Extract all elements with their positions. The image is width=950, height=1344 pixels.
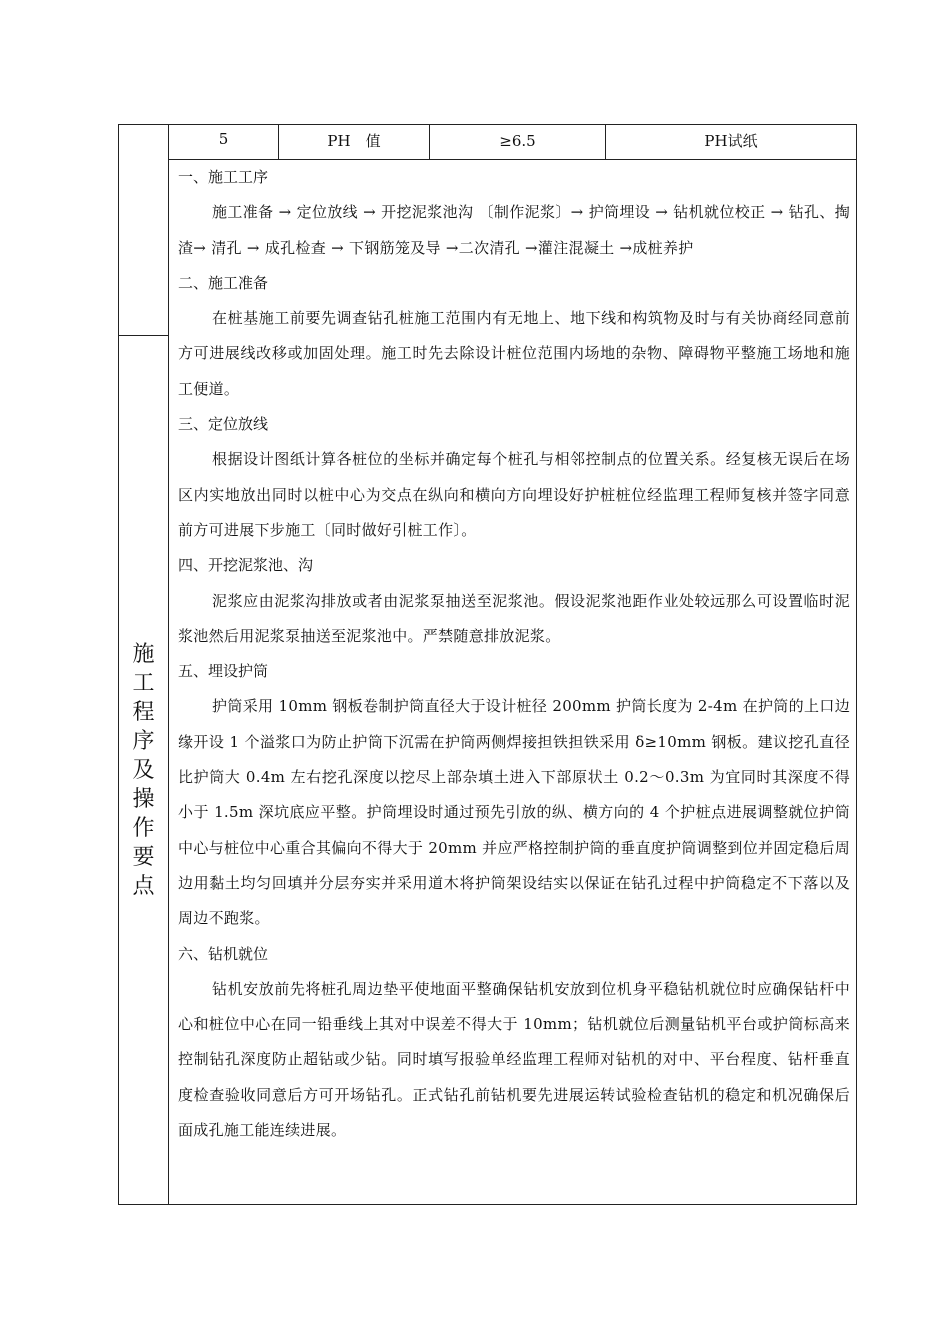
section-body-4: 泥浆应由泥浆沟排放或者由泥浆泵抽送至泥浆池。假设泥浆池距作业处较远那么可设置临时泥浆池然后用泥浆泵抽送至泥浆池中。严禁随意排放泥浆。 [178,591,850,645]
section-heading-4: 四、开挖泥浆池、沟 [178,556,314,575]
section-body-6: 钻机安放前先将桩孔周边垫平使地面平整确保钻机安放到位机身平稳钻机就位时应确保钻杆中心和桩位中心在同一铅垂线上其对中误差不得大于 10mm；钻机就位后测量钻机平台或护筒标高来控制钻孔深度防止超钻或少钻。同时填写报验单经监理工程师对钻机的对中、平台程度、钻杆垂直度检查验收同意后方可开场钻孔。正式钻孔前钻机要先进展运转试验检查钻机的稳定和机况确保后面成孔施工能连续进展。 [178,979,850,1140]
section-heading-5: 五、埋设护筒 [178,662,269,681]
section-heading-6: 六、钻机就位 [178,944,269,963]
row-number: 5 [218,130,229,148]
row-item: PH 值 [327,132,381,150]
section-body-1: 施工准备 → 定位放线 → 开挖泥浆池沟 〔制作泥浆〕→ 护筒埋设 → 钻机就位校正 → 钻孔、掏渣→ 清孔 → 成孔检查 → 下钢筋笼及导 →二次清孔 →灌注混凝土 →成桩养护 [178,203,850,257]
section-heading-2: 二、施工准备 [178,273,269,292]
side-label: 施工程序及操作要点 [132,642,155,899]
section-heading-1: 一、施工工序 [178,168,269,186]
section-body-3: 根据设计图纸计算各桩位的坐标并确定每个桩孔与相邻控制点的位置关系。经复核无误后在场区内实地放出同时以桩中心为交点在纵向和横向方向埋设好护桩桩位经监理工程师复核并签字同意前方可进展下步施工〔同时做好引桩工作〕。 [178,450,850,539]
section-heading-3: 三、定位放线 [178,415,269,434]
row-value: ≥6.5 [499,132,536,150]
content-area [178,160,850,1148]
section-body-2: 在桩基施工前要先调查钻孔桩施工范围内有无地上、地下线和构筑物及时与有关协商经同意前方可进展线改移或加固处理。施工时先去除设计桩位范围内场地的杂物、障碍物平整施工场地和施工便道。 [178,309,850,398]
row-method: PH试纸 [704,132,758,150]
section-body-5: 护筒采用 10mm 钢板卷制护筒直径大于设计桩径 200mm 护筒长度为 2-4m 在护筒的上口边缘开设 1 个溢浆口为防止护筒下沉需在护筒两侧焊接担铁担铁采用 δ≥10mm 钢板。建议挖孔直径比护筒大 0.4m 左右挖孔深度以挖尽上部杂填土进入下部原状土 0.2～0.3m 为宜同时其深度不得小于 1.5m 深坑底应平整。护筒埋设时通过预先引放的纵、横方向的 4 个护桩点进展调整就位护筒中心与桩位中心重合其偏向不得大于 20mm 并应严格控制护筒的垂直度护筒调整到位并固定稳后周边用黏土均匀回填并分层夯实并采用道木将护筒架设结实以保证在钻孔过程中护筒稳定不下落以及周边不跑浆。 [178,697,850,928]
side-label-cell [118,336,169,1205]
